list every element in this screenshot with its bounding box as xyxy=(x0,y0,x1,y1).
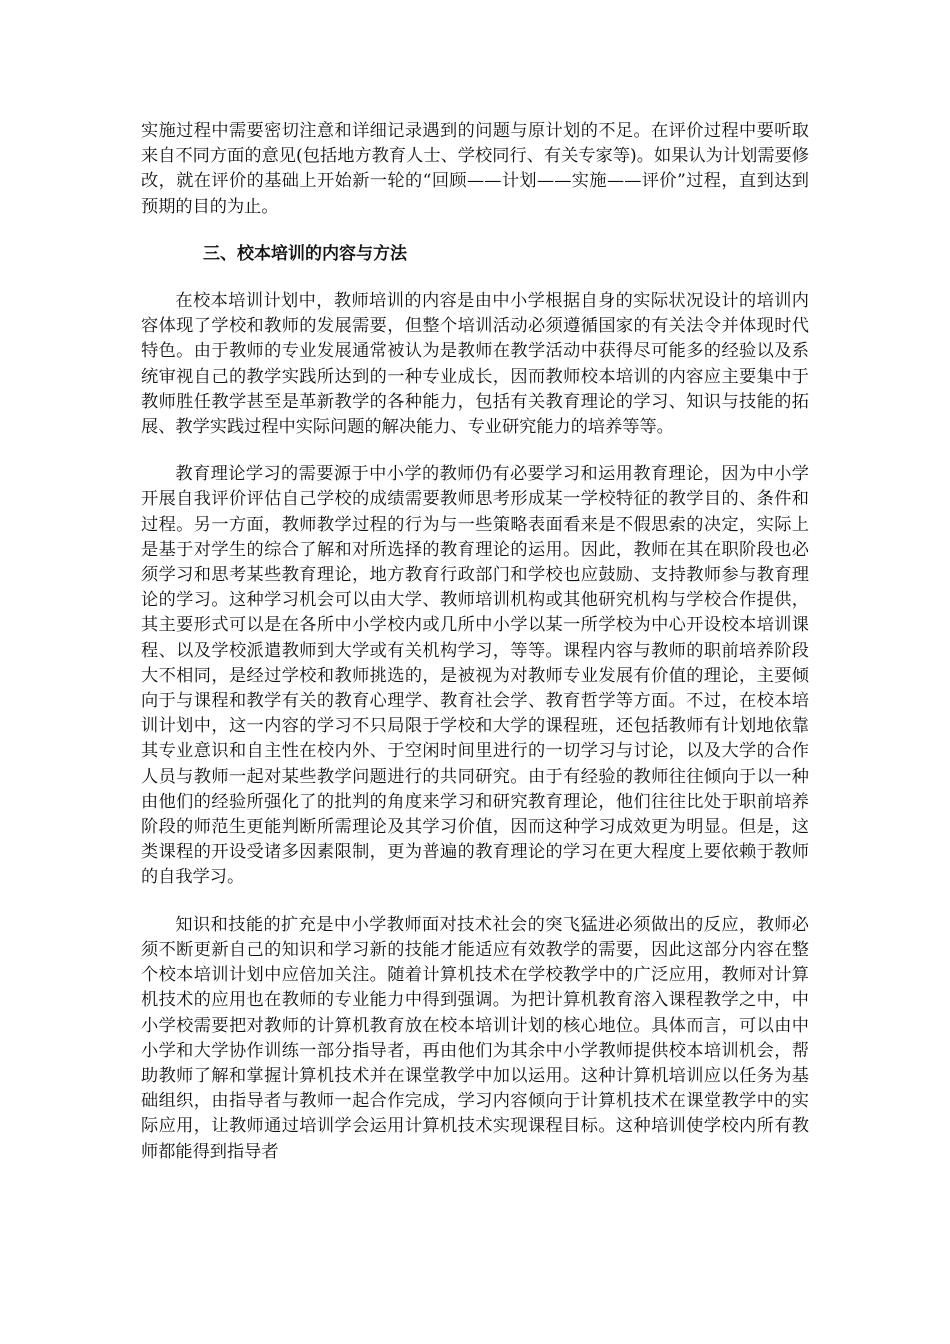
document-page xyxy=(141,119,809,1165)
body-paragraph-skills: 知识和技能的扩充是中小学教师面对技术社会的突飞猛进必须做出的反应，教师必须不断更新自己的知识和学习新的技能才能适应有效教学的需要，因此这部分内容在整个校本培训计划中应倍加关注。随着计算机技术在学校教学中的广泛应用，教师对计算机技术的应用也在教师的专业能力中得到强调。为把计算机教育溶入课程教学之中，中小学校需要把对教师的计算机教育放在校本培训计划的核心地位。具体而言，可以由中小学和大学协作训练一部分指导者，再由他们为其余中小学教师提供校本培训机会，帮助教师了解和掌握计算机技术并在课堂教学中加以运用。这种计算机培训应以任务为基础组织，由指导者与教师一起合作完成，学习内容倾向于计算机技术在课堂教学中的实际应用，让教师通过培训学会运用计算机技术实现课程目标。这种培训使学校内所有教师都能得到指导者 xyxy=(141,914,809,1162)
body-paragraph-content: 在校本培训计划中，教师培训的内容是由中小学根据自身的实际状况设计的培训内容体现了学校和教师的发展需要，但整个培训活动必须遵循国家的有关法令并体现时代特色。由于教师的专业发展通常被认为是教师在教学活动中获得尽可能多的经验以及系统审视自己的教学实践所达到的一种专业成长，因而教师校本培训的内容应主要集中于教师胜任教学甚至是革新教学的各种能力，包括有关教育理论的学习、知识与技能的拓展、教学实践过程中实际问题的解决能力、专业研究能力的培养等等。 xyxy=(141,291,809,438)
section-heading: 三、校本培训的内容与方法 xyxy=(203,243,407,264)
intro-paragraph: 实施过程中需要密切注意和详细记录遇到的问题与原计划的不足。在评价过程中要听取来自不同方面的意见(包括地方教育人士、学校同行、有关专家等)。如果认为计划需要修改，就在评价的基础上开始新一轮的“回顾——计划——实施——评价”过程，直到达到预期的目的为止。 xyxy=(141,121,809,217)
body-paragraph-theory: 教育理论学习的需要源于中小学的教师仍有必要学习和运用教育理论，因为中小学开展自我评价评估自己学校的成绩需要教师思考形成某一学校特征的教学目的、条件和过程。另一方面，教师教学过程的行为与一些策略表面看来是不假思索的决定，实际上是基于对学生的综合了解和对所选择的教育理论的运用。因此，教师在其在职阶段也必须学习和思考某些教育理论，地方教育行政部门和学校也应鼓励、支持教师参与教育理论的学习。这种学习机会可以由大学、教师培训机构或其他研究机构与学校合作提供，其主要形式可以是在各所中小学校内或几所中小学以某一所学校为中心开设校本培训课程、以及学校派遣教师到大学或有关机构学习，等等。课程内容与教师的职前培养阶段大不相同，是经过学校和教师挑选的，是被视为对教师专业发展有价值的理论，主要倾向于与课程和教学有关的教育心理学、教育社会学、教育哲学等方面。不过，在校本培训计划中，这一内容的学习不只局限于学校和大学的课程班，还包括教师有计划地依靠其专业意识和自主性在校内外、于空闲时间里进行的一切学习与讨论，以及大学的合作人员与教师一起对某些教学问题进行的共同研究。由于有经验的教师往往倾向于以一种由他们的经验所强化了的批判的角度来学习和研究教育理论，他们往往比处于职前培养阶段的师范生更能判断所需理论及其学习价值，因而这种学习成效更为明显。但是，这类课程的开设受诸多因素限制，更为普遍的教育理论的学习在更大程度上要依赖于教师的自我学习。 xyxy=(141,464,809,888)
